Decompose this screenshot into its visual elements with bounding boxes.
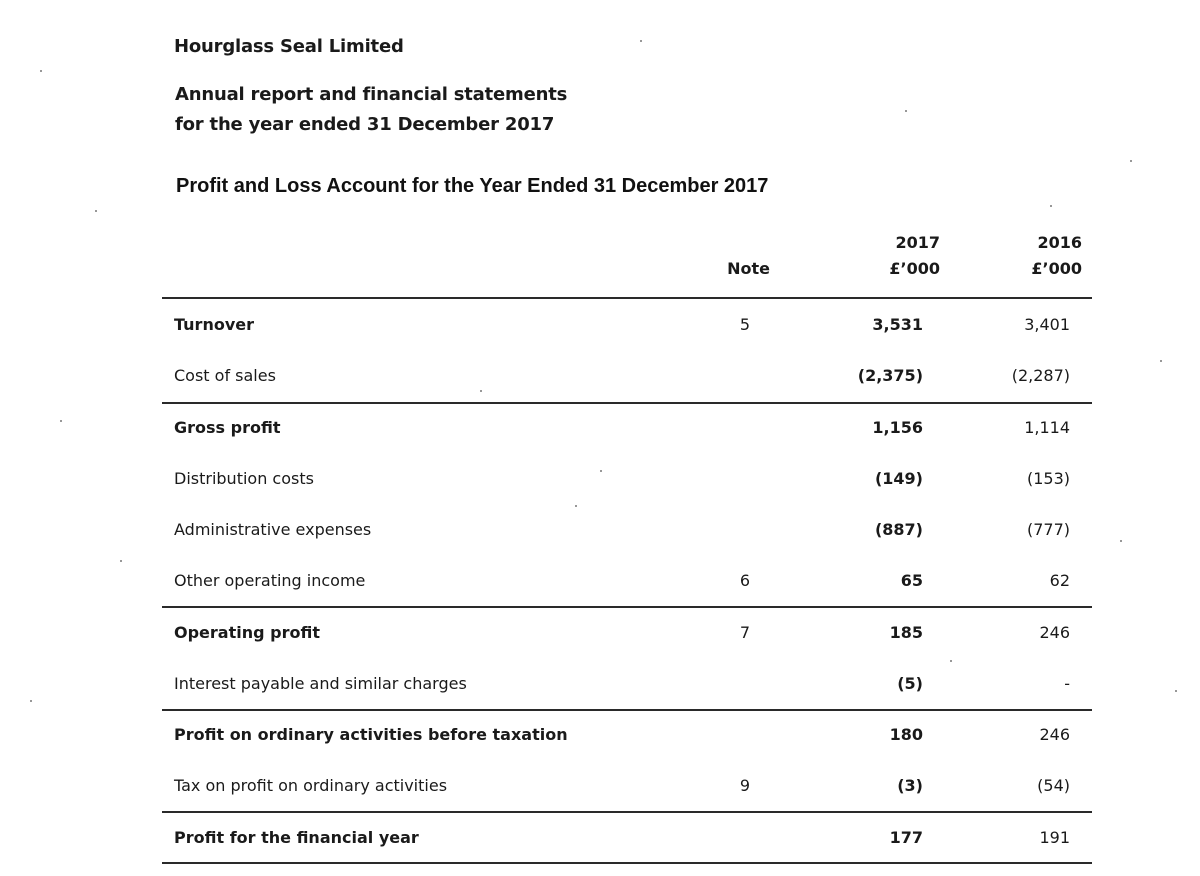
scan-speck (40, 70, 42, 72)
company-name: Hourglass Seal Limited (174, 36, 404, 57)
year-2017-column-header (820, 230, 940, 282)
scan-speck (95, 210, 97, 212)
row-note: 5 (739, 315, 750, 334)
row-label: Operating profit (174, 623, 320, 642)
row-value-2016: - (1064, 674, 1070, 693)
table-row (0, 310, 1200, 340)
row-value-2016: (777) (1026, 520, 1070, 539)
rule-table-bottom (162, 862, 1092, 864)
row-value-2016: (2,287) (1011, 366, 1070, 385)
scan-speck (640, 40, 642, 42)
year-2016-label: 2016 (1037, 233, 1082, 252)
row-value-2017: (2,375) (857, 366, 923, 385)
table-row (0, 618, 1200, 648)
scan-speck (575, 505, 577, 507)
row-label: Other operating income (174, 571, 366, 590)
row-value-2016: (153) (1026, 469, 1070, 488)
note-column-header: Note (727, 259, 770, 278)
row-note: 7 (739, 623, 750, 642)
row-value-2016: 246 (1039, 725, 1070, 744)
row-value-2017: (887) (874, 520, 923, 539)
row-label: Administrative expenses (174, 520, 372, 539)
scan-speck (1050, 205, 1052, 207)
row-value-2017: (5) (897, 674, 923, 693)
row-note: 9 (739, 776, 750, 795)
scan-speck (480, 390, 482, 392)
scan-speck (30, 700, 32, 702)
row-value-2016: (54) (1037, 776, 1070, 795)
row-label: Gross profit (174, 418, 281, 437)
row-value-2017: (3) (897, 776, 923, 795)
row-label: Profit on ordinary activities before taxation (174, 725, 568, 744)
scan-speck (60, 420, 62, 422)
year-2016-column-header (960, 230, 1082, 282)
row-label: Tax on profit on ordinary activities (174, 776, 448, 795)
table-row (0, 771, 1200, 801)
scan-speck (1130, 160, 1132, 162)
row-note: 6 (739, 571, 750, 590)
table-row (0, 515, 1200, 545)
scan-speck (1120, 540, 1122, 542)
row-label: Cost of sales (174, 366, 276, 385)
rule-after-tax (162, 811, 1092, 813)
row-value-2017: 3,531 (872, 315, 923, 334)
row-label: Turnover (174, 315, 254, 334)
rule-after-interest (162, 709, 1092, 711)
report-title-line-1: Annual report and financial statements (175, 84, 568, 105)
rule-after-cost-of-sales (162, 402, 1092, 404)
rule-header-bottom (162, 297, 1092, 299)
scan-speck (120, 560, 122, 562)
scan-speck (1175, 690, 1177, 692)
row-value-2017: 185 (889, 623, 923, 642)
table-row (0, 720, 1200, 750)
report-title-line-2: for the year ended 31 December 2017 (175, 114, 555, 135)
row-label: Distribution costs (174, 469, 314, 488)
table-row (0, 464, 1200, 494)
row-value-2016: 3,401 (1024, 315, 1070, 334)
row-value-2016: 191 (1039, 828, 1070, 847)
table-row (0, 566, 1200, 596)
year-2017-unit: £’000 (889, 259, 940, 278)
scan-speck (600, 470, 602, 472)
scan-speck (905, 110, 907, 112)
table-row (0, 823, 1200, 853)
scan-speck (950, 660, 952, 662)
row-value-2017: 1,156 (872, 418, 923, 437)
rule-after-other-operating-income (162, 606, 1092, 608)
table-row (0, 669, 1200, 699)
row-value-2017: 180 (889, 725, 923, 744)
row-value-2016: 246 (1039, 623, 1070, 642)
table-row (0, 361, 1200, 391)
row-value-2016: 1,114 (1024, 418, 1070, 437)
year-2017-label: 2017 (895, 233, 940, 252)
scan-speck (1160, 360, 1162, 362)
row-value-2017: 65 (900, 571, 923, 590)
row-value-2016: 62 (1049, 571, 1070, 590)
row-value-2017: (149) (874, 469, 923, 488)
row-label: Profit for the financial year (174, 828, 419, 847)
row-value-2017: 177 (889, 828, 923, 847)
table-row (0, 413, 1200, 443)
year-2016-unit: £’000 (1031, 259, 1082, 278)
statement-title: Profit and Loss Account for the Year Ended 31 December 2017 (176, 175, 769, 197)
row-label: Interest payable and similar charges (174, 674, 467, 693)
